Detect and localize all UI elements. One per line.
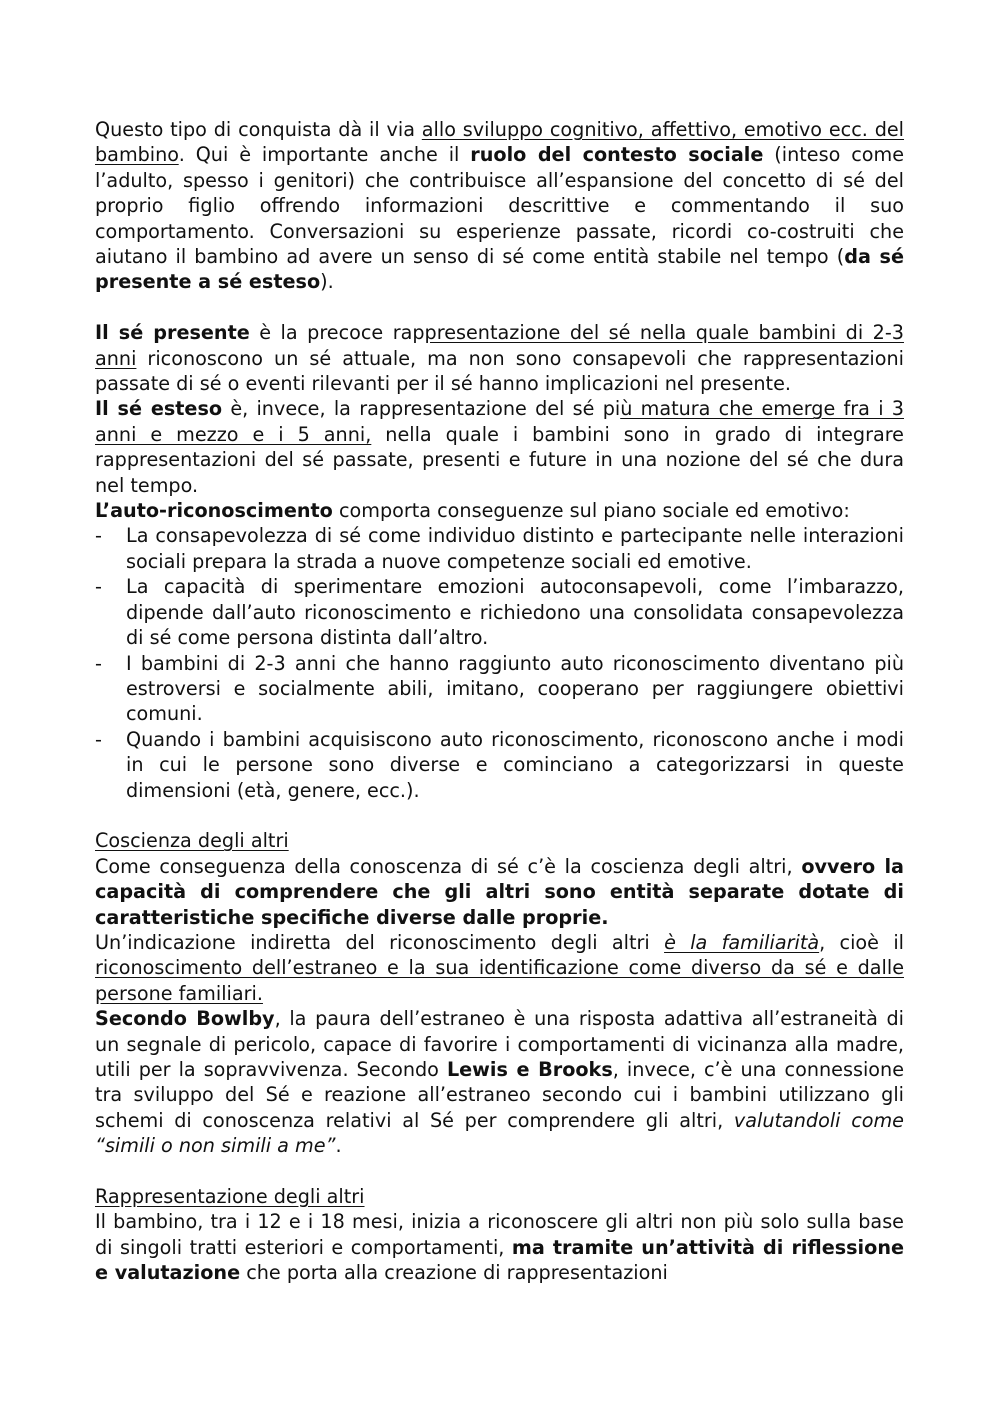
bold-text: Secondo Bowlby: [95, 1007, 275, 1031]
bold-text: da sé presente a sé esteso: [95, 245, 904, 294]
heading-text: Rappresentazione degli altri: [95, 1185, 365, 1209]
list-item-text: La capacità di sperimentare emozioni autoconsapevoli, come l’imbarazzo, dipende dall’auto riconoscimento e richiedono una consolidata consapevolezza di sé come persona distinta dall’altro.: [126, 575, 904, 650]
heading-text: Coscienza degli altri: [95, 829, 289, 853]
list-item-text: Quando i bambini acquisiscono auto riconoscimento, riconoscono anche i modi in cui le persone sono diverse e cominciano a categorizzarsi in queste dimensioni (età, genere, ecc.).: [126, 727, 904, 802]
text-run: , cioè il: [819, 930, 904, 954]
italic-text: valutandoli come “simili o non simili a me”: [95, 1108, 904, 1158]
spacer: [95, 1159, 904, 1184]
text-run: è, invece, la rappresentazione del sé pi: [222, 397, 621, 421]
list-item: [95, 651, 904, 727]
se-presente-paragraph: [95, 320, 904, 396]
bold-text: Lewis e Brooks: [446, 1058, 613, 1081]
underlined-italic-text: è la familiarità: [664, 930, 820, 954]
bold-text: ovvero la capacità di comprendere che gli altri sono entità separate dotate di caratteristiche specifiche diverse dalle proprie.: [95, 854, 904, 929]
text-run: è la precoce rap: [249, 321, 425, 345]
dash-bullet: -: [95, 524, 102, 548]
consequences-list: [95, 523, 904, 802]
text-run: nella quale i bambini sono in grado di integrare rappresentazioni del sé passate, presenti e future in una nozione del sé che dura nel tempo.: [95, 422, 904, 497]
text-run: Il bambino, tra i 12 e i 18 mesi, inizia a riconoscere gli altri non più solo sulla base di singoli tratti esteriori e comportamenti,: [95, 1210, 904, 1259]
text-run: , la paura dell’estraneo è una risposta adattiva all’estraneità di un segnale di pericolo, capace di favorire i comportamenti di vicinanza alla madre, utili per la sopravvivenza. Secondo: [95, 1007, 905, 1081]
text-run: .: [335, 1134, 342, 1158]
familiarita-paragraph: [95, 930, 904, 1006]
list-item-text: La consapevolezza di sé come individuo distinto e partecipante nelle interazioni sociali prepara la strada a nuove competenze sociali ed emotive.: [126, 524, 904, 573]
bold-text: Il sé esteso: [95, 397, 223, 421]
coscienza-paragraph: [95, 854, 904, 930]
text-run: che porta alla creazione di rappresentazioni: [240, 1261, 668, 1285]
list-item-text: I bambini di 2-3 anni che hanno raggiunto auto riconoscimento diventano più estroversi e socialmente abili, imitano, cooperano per raggiungere obiettivi comuni.: [126, 651, 904, 726]
document-page: [95, 117, 904, 1286]
bold-text: ruolo del contesto sociale: [470, 143, 764, 167]
section-heading: [95, 1184, 904, 1209]
dash-bullet: -: [95, 651, 102, 675]
underlined-text: presentazione del sé nella quale bambini di 2-3 anni: [95, 321, 904, 370]
underlined-text: ù matura che emerge fra i 3 anni e mezzo e i 5 anni,: [95, 397, 904, 446]
spacer: [95, 295, 904, 320]
auto-riconoscimento-paragraph: [95, 498, 904, 523]
se-esteso-paragraph: [95, 396, 904, 498]
rappresentazione-paragraph: [95, 1209, 904, 1285]
section-heading: [95, 828, 904, 853]
bowlby-paragraph: [95, 1006, 904, 1158]
dash-bullet: -: [95, 727, 102, 751]
list-item: [95, 574, 904, 650]
list-item: [95, 727, 904, 803]
text-run: comporta conseguenze sul piano sociale ed emotivo:: [332, 499, 850, 523]
list-item: [95, 523, 904, 574]
text-run: (inteso come l’adulto, spesso i genitori) che contribuisce all’espansione del concetto di sé del proprio figlio offrendo informazioni descrittive e commentando il suo comportamento. Conversazioni su esperienze passate, ricordi co-costruiti che aiutano il bambino ad avere un senso di sé come entità stabile nel tempo (: [95, 143, 904, 269]
underlined-text: riconoscimento dell’estraneo e la sua identificazione come diverso da sé e dalle persone familiari.: [95, 956, 904, 1005]
text-run: . Qui è importante anche il: [178, 143, 471, 167]
bold-text: ma tramite un’attività di riflessione e valutazione: [95, 1235, 904, 1285]
spacer: [95, 803, 904, 828]
dash-bullet: -: [95, 575, 102, 599]
bold-text: Il sé presente: [95, 321, 250, 345]
text-run: Un’indicazione indiretta del riconoscimento degli altri: [95, 930, 665, 954]
bold-text: L’auto-riconoscimento: [95, 499, 333, 523]
text-run: Come conseguenza della conoscenza di sé c’è la coscienza degli altri,: [95, 854, 802, 878]
intro-paragraph: [95, 117, 904, 295]
text-run: , invece, c’è una connessione tra sviluppo del Sé e reazione all’estraneo secondo cui i bambini utilizzano gli schemi di conoscenza relativi al Sé per comprendere gli altri,: [95, 1058, 904, 1132]
text-run: Questo tipo di conquista dà il via: [95, 118, 422, 141]
text-run: ).: [320, 270, 334, 294]
text-run: riconoscono un sé attuale, ma non sono consapevoli che rappresentazioni passate di sé o eventi rilevanti per il sé hanno implicazioni nel presente.: [95, 346, 904, 396]
underlined-text: allo sviluppo cognitivo, affettivo, emotivo ecc. del bambino: [95, 118, 905, 167]
